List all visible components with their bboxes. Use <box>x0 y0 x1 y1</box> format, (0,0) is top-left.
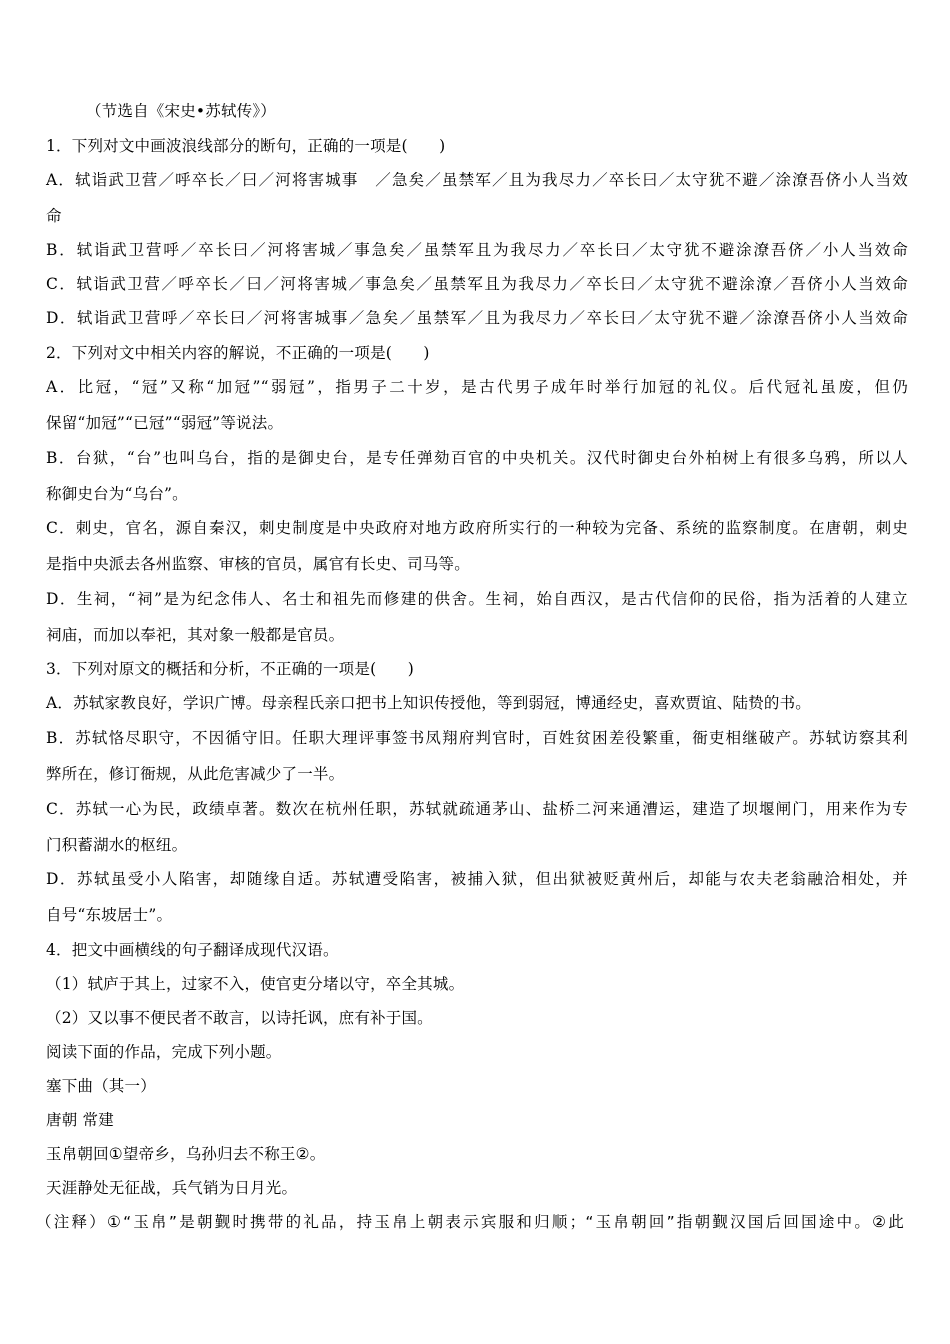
question-3: 3．下列对原文的概括和分析，不正确的一项是( ) <box>46 660 414 678</box>
q1-option-c: C．轼诣武卫营／呼卒长／曰／河将害城／事急矣／虽禁军且为我尽力／卒长曰／太守犹不避涂潦／吾侪小人当效命 <box>46 275 908 293</box>
q1-option-a: A．轼诣武卫营／呼卒长／曰／河将害城事 ／急矣／虽禁军／且为我尽力／卒长曰／太守犹不避／涂潦吾侪小人当效 <box>46 171 908 189</box>
q3-option-c-cont: 门积蓄湖水的枢纽。 <box>46 836 188 854</box>
q3-option-b-cont: 弊所在，修订衙规，从此危害减少了一半。 <box>46 765 345 783</box>
poem-notes: （注释）①“玉帛”是朝觐时携带的礼品，持玉帛上朝表示宾服和归顺；“玉帛朝回”指朝觐汉国后回国途中。②此 <box>36 1213 904 1231</box>
poem-title: 塞下曲（其一） <box>46 1077 156 1095</box>
poem-line-1: 玉帛朝回①望帝乡，乌孙归去不称王②。 <box>46 1145 326 1163</box>
q3-option-c: C．苏轼一心为民，政绩卓著。数次在杭州任职，苏轼就疏通茅山、盐桥二河来通漕运，建造了坝堰闸门，用来作为专 <box>46 800 908 818</box>
q3-option-b: B．苏轼恪尽职守，不因循守旧。任职大理评事签书凤翔府判官时，百姓贫困差役繁重，衙吏相继破产。苏轼访察其利 <box>46 729 908 747</box>
reading-instruction: 阅读下面的作品，完成下列小题。 <box>46 1043 282 1061</box>
q4-item-1: （1）轼庐于其上，过家不入，使官吏分堵以守，卒全其城。 <box>46 975 465 993</box>
q3-option-d: D．苏轼虽受小人陷害，却随缘自适。苏轼遭受陷害，被捕入狱，但出狱被贬黄州后，却能与农夫老翁融洽相处，并 <box>46 870 908 888</box>
poem-author: 唐朝 常建 <box>46 1111 114 1129</box>
poem-line-2: 天涯静处无征战，兵气销为日月光。 <box>46 1179 298 1197</box>
q4-item-2: （2）又以事不便民者不敢言，以诗托讽，庶有补于国。 <box>46 1009 433 1027</box>
q2-option-d: D．生祠，“祠”是为纪念伟人、名士和祖先而修建的供舍。生祠，始自西汉，是古代信仰的民俗，指为活着的人建立 <box>46 590 908 608</box>
q1-option-b: B．轼诣武卫营呼／卒长曰／河将害城／事急矣／虽禁军且为我尽力／卒长曰／太守犹不避涂潦吾侪／小人当效命 <box>46 241 908 259</box>
source-note: （节选自《宋史•苏轼传》） <box>86 102 276 120</box>
q2-option-b-cont: 称御史台为“乌台”。 <box>46 485 188 503</box>
q2-option-b: B．台狱，“台”也叫乌台，指的是御史台，是专任弹劾百官的中央机关。汉代时御史台外柏树上有很多乌鸦，所以人 <box>46 449 908 467</box>
q3-option-a: A．苏轼家教良好，学识广博。母亲程氏亲口把书上知识传授他，等到弱冠，博通经史，喜欢贾谊、陆贽的书。 <box>46 694 811 712</box>
q2-option-a: A．比冠，“冠”又称“加冠”“弱冠”，指男子二十岁，是古代男子成年时举行加冠的礼仪。后代冠礼虽废，但仍 <box>46 378 908 396</box>
q2-option-d-cont: 祠庙，而加以奉祀，其对象一般都是官员。 <box>46 626 345 644</box>
question-1: 1．下列对文中画波浪线部分的断句，正确的一项是( ) <box>46 137 446 155</box>
q1-option-a-cont: 命 <box>46 207 62 225</box>
q2-option-a-cont: 保留“加冠”“已冠”“弱冠”等说法。 <box>46 414 284 432</box>
question-2: 2．下列对文中相关内容的解说，不正确的一项是( ) <box>46 344 430 362</box>
q1-option-d: D．轼诣武卫营呼／卒长曰／河将害城事／急矣／虽禁军／且为我尽力／卒长曰／太守犹不避／涂潦吾侪小人当效命 <box>46 309 908 327</box>
q2-option-c-cont: 是指中央派去各州监察、审核的官员，属官有长史、司马等。 <box>46 555 470 573</box>
q3-option-d-cont: 自号“东坡居士”。 <box>46 906 173 924</box>
q2-option-c: C．刺史，官名，源自秦汉，刺史制度是中央政府对地方政府所实行的一种较为完备、系统的监察制度。在唐朝，刺史 <box>46 519 908 537</box>
question-4: 4．把文中画横线的句子翻译成现代汉语。 <box>46 941 339 959</box>
